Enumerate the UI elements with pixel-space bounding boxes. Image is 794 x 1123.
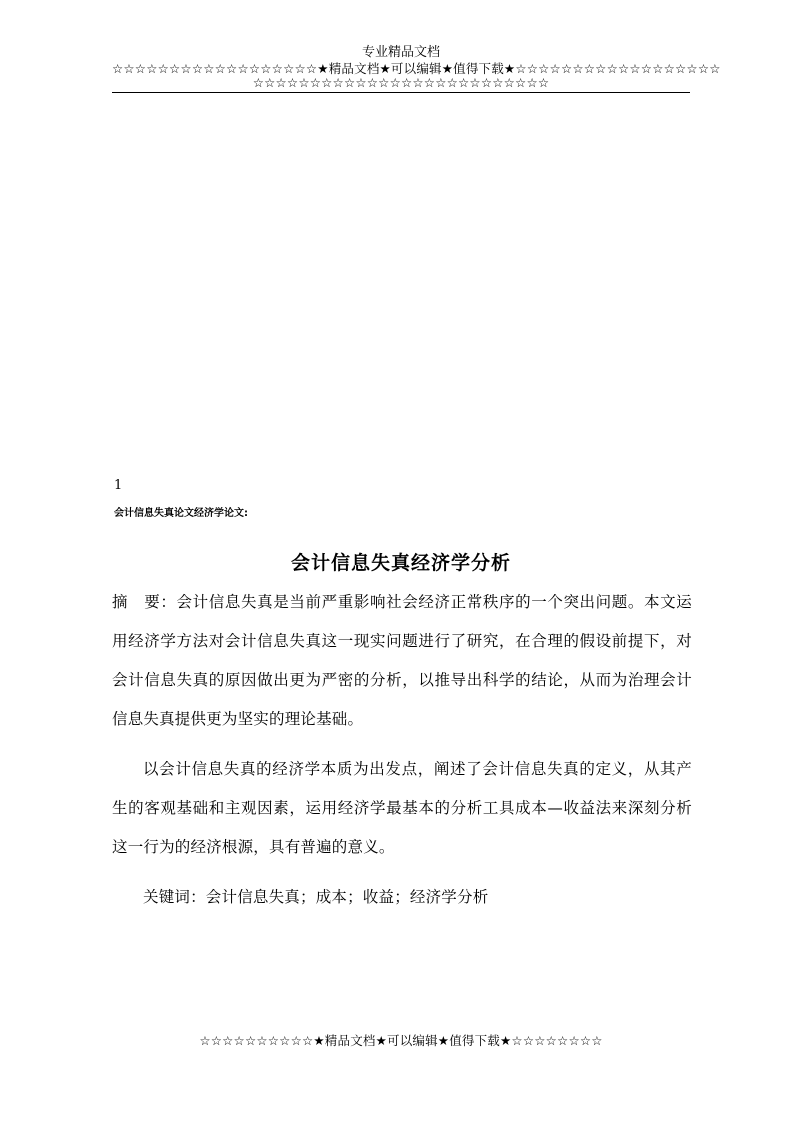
keywords-line: 关键词：会计信息失真；成本；收益；经济学分析: [143, 888, 489, 906]
page-title: 会计信息失真经济学分析: [290, 551, 511, 574]
document-footer: ☆☆☆☆☆☆☆☆☆☆★精品文档★可以编辑★值得下载★☆☆☆☆☆☆☆☆: [199, 1033, 603, 1048]
header-divider: [112, 92, 690, 93]
document-body: [112, 583, 692, 917]
document-header: [112, 44, 721, 101]
header-star-line-2: ☆☆☆☆☆☆☆☆☆☆☆☆☆☆☆☆☆☆☆☆☆☆☆☆☆☆: [252, 75, 550, 90]
body-paragraph-2: 以会计信息失真的经济学本质为出发点，阐述了会计信息失真的定义，从其产生的客观基础和主观因素，运用经济学最基本的分析工具成本—收益法来深刻分析这一行为的经济根源，具有普遍的意义。: [112, 760, 692, 856]
running-header-label: 会计信息失真论文经济学论文:: [114, 508, 248, 519]
page-number: 1: [114, 478, 123, 493]
abstract-paragraph: 摘 要：会计信息失真是当前严重影响社会经济正常秩序的一个突出问题。本文运用经济学方法对会计信息失真这一现实问题进行了研究，在合理的假设前提下，对会计信息失真的原因做出更为严密的分析，以推导出科学的结论，从而为治理会计信息失真提供更为坚实的理论基础。: [112, 593, 692, 728]
header-title: 专业精品文档: [361, 45, 440, 60]
header-star-line-1: ☆☆☆☆☆☆☆☆☆☆☆☆☆☆☆☆☆☆★精品文档★可以编辑★值得下载★☆☆☆☆☆☆☆☆☆☆☆☆☆☆☆☆☆☆: [112, 61, 721, 76]
